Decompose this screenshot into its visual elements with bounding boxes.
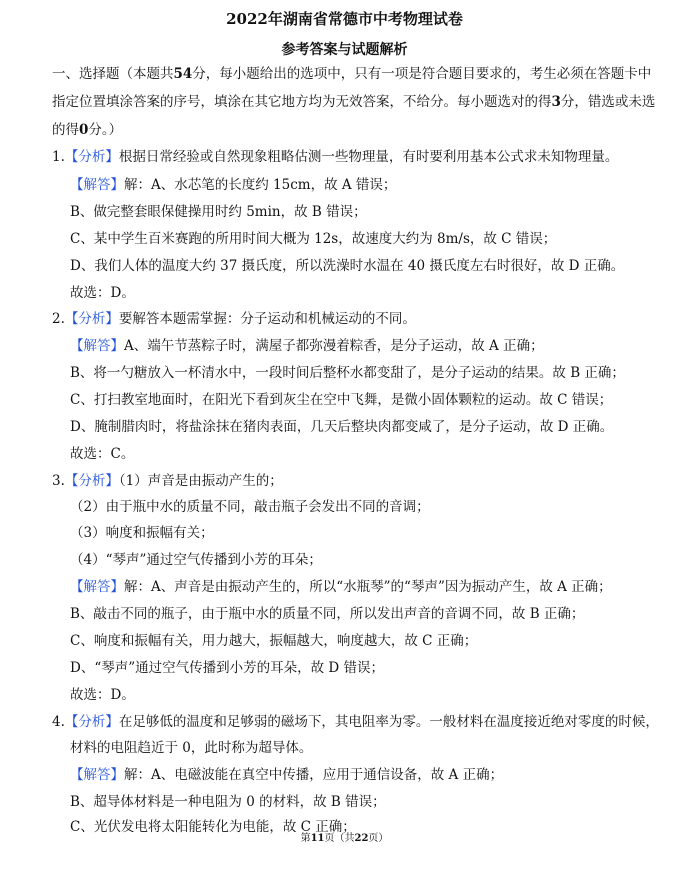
question-number: 4. (52, 714, 65, 730)
intro-line-1 (52, 65, 651, 83)
intro-line-2 (52, 93, 655, 111)
q3-point-3: （3）响度和振幅有关； (70, 525, 214, 541)
q3-point-4: （4）“琴声”通过空气传播到小芳的耳朵； (70, 552, 322, 568)
footer-text: 页） (368, 833, 389, 844)
footer-text: 第 (300, 833, 311, 844)
q4-analysis-line (52, 713, 659, 731)
q2-choice: 故选：C。 (70, 446, 135, 462)
q1-choice: 故选：D。 (70, 285, 135, 301)
analysis-text: （1）声音是由振动产生的； (118, 473, 283, 489)
q3-option-c: C、响度和振幅有关，用力越大，振幅越大，响度越大，故 C 正确； (70, 633, 478, 649)
q3-option-b: B、敲击不同的瓶子，由于瓶中水的质量不同，所以发出声音的音调不同，故 B 正确； (70, 606, 585, 622)
q3-analysis-line (52, 472, 283, 490)
analysis-tag: 【分析】 (64, 311, 119, 327)
page-number: 11 (310, 833, 325, 844)
q2-option-d: D、腌制腊肉时，将盐涂抹在猪肉表面，几天后整块肉都变咸了，是分子运动，故 D 正确。 (70, 419, 614, 435)
footer-text: 页（共 (324, 833, 355, 844)
analysis-tag: 【分析】 (64, 473, 119, 489)
analysis-text: 在足够低的温度和足够弱的磁场下，其电阻率为零。一般材料在温度接近绝对零度的时候， (118, 714, 659, 730)
q2-option-b: B、将一勺糖放入一杯清水中，一段时间后整杯水都变甜了，是分子运动的结果。故 B 正确； (70, 365, 625, 381)
q3-point-2: （2）由于瓶中水的质量不同，敲击瓶子会发出不同的音调； (70, 499, 430, 515)
q2-answer-line (70, 337, 544, 355)
q1-option-c: C、某中学生百米赛跑的所用时间大概为 12s，故速度大约为 8m/s，故 C 错误； (70, 231, 557, 247)
answer-tag: 【解答】 (70, 767, 124, 783)
q4-option-b: B、超导体材料是一种电阻为 0 的材料，故 B 错误； (70, 794, 386, 810)
intro-bold: 3 (551, 94, 561, 110)
intro-bold: 54 (173, 66, 193, 82)
intro-text: 分。） (88, 122, 123, 138)
answer-text: 解：A、声音是由振动产生的，所以“水瓶琴”的“琴声”因为振动产生，故 A 正确； (124, 579, 612, 595)
q3-answer-line (70, 578, 612, 596)
q2-option-c: C、打扫教室地面时，在阳光下看到灰尘在空中飞舞，是微小固体颗粒的运动。故 C 错误； (70, 392, 613, 408)
intro-text: 指定位置填涂答案的序号，填涂在其它地方均为无效答案，不给分。每小题选对的得 (52, 94, 552, 110)
q2-analysis-line (52, 310, 416, 328)
analysis-tag: 【分析】 (64, 149, 119, 165)
intro-text: 分，每小题给出的选项中，只有一项是符合题目要求的，考生必须在答题卡中 (192, 66, 652, 82)
answer-tag: 【解答】 (70, 338, 124, 354)
answer-text: 解：A、水芯笔的长度约 15cm，故 A 错误； (124, 177, 397, 193)
intro-bold: 0 (79, 122, 89, 138)
analysis-text: 要解答本题需掌握：分子运动和机械运动的不同。 (118, 311, 416, 327)
q1-option-b: B、做完整套眼保健操用时约 5min，故 B 错误； (70, 204, 367, 220)
q4-option-c: C、光伏发电将太阳能转化为电能，故 C 正确； (70, 819, 356, 835)
answer-text: 解：A、电磁波能在真空中传播，应用于通信设备，故 A 正确； (124, 767, 504, 783)
answer-tag: 【解答】 (70, 579, 124, 595)
page-subtitle: 参考答案与试题解析 (281, 42, 408, 58)
page-footer (0, 829, 689, 844)
q4-answer-line (70, 766, 503, 784)
answer-text: A、端午节蒸粽子时，满屋子都弥漫着粽香，是分子运动，故 A 正确； (124, 338, 544, 354)
intro-text: 一、选择题（本题共 (52, 66, 174, 82)
question-number: 2. (52, 311, 65, 327)
intro-line-3 (52, 121, 122, 139)
intro-text: 分，错选或未选 (560, 94, 656, 110)
q3-option-d: D、“琴声”通过空气传播到小芳的耳朵，故 D 错误； (70, 660, 385, 676)
page-total: 22 (354, 833, 369, 844)
question-number: 1. (52, 149, 65, 165)
q1-option-d: D、我们人体的温度大约 37 摄氏度，所以洗澡时水温在 40 摄氏度左右时很好，故 D 正确。 (70, 258, 625, 274)
page-title: 2022年湖南省常德市中考物理试卷 (226, 10, 463, 28)
q4-analysis-line-2: 材料的电阻趋近于 0，此时称为超导体。 (70, 740, 313, 756)
q1-analysis-line (52, 148, 618, 166)
analysis-tag: 【分析】 (64, 714, 119, 730)
analysis-text: 根据日常经验或自然现象粗略估测一些物理量，有时要利用基本公式求未知物理量。 (118, 149, 619, 165)
q3-choice: 故选：D。 (70, 687, 135, 703)
q1-answer-line (70, 176, 396, 194)
question-number: 3. (52, 473, 65, 489)
answer-tag: 【解答】 (70, 177, 124, 193)
intro-text: 的得 (52, 122, 79, 138)
